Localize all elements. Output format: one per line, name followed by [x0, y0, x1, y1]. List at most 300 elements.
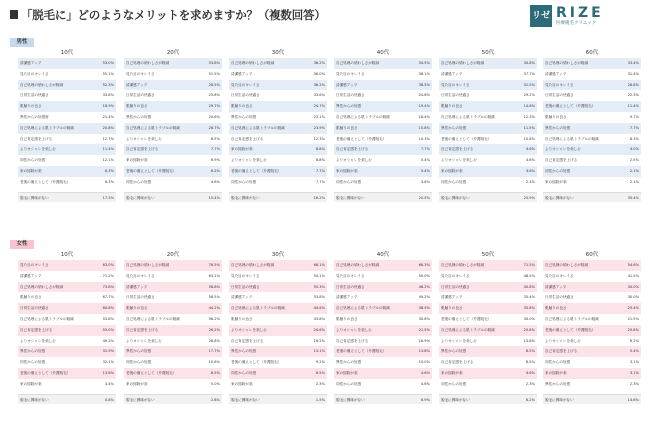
- table-row: [124, 379, 222, 390]
- table-row: [18, 368, 116, 379]
- row-label: 脱毛に興味がない: [441, 397, 470, 402]
- table-row: [334, 336, 432, 347]
- row-value: 11.5%: [523, 125, 535, 130]
- table-row: [334, 282, 432, 293]
- row-label: 老後の備えとして（介護脱毛）: [441, 316, 492, 321]
- row-value: 6.9%: [420, 397, 430, 402]
- table-row: [543, 134, 641, 145]
- row-label: 家の掃除が楽: [545, 370, 567, 375]
- table-row: [543, 357, 641, 368]
- row-label: 日常生活の快適さ: [336, 284, 365, 289]
- row-value: 11.4%: [102, 147, 114, 152]
- row-label: 自己肯定感を上げる: [545, 349, 578, 354]
- row-label: 見た目のキレイさ: [126, 71, 155, 76]
- row-label: 家の掃除が楽: [336, 370, 358, 375]
- table-row-no-interest: [439, 394, 537, 405]
- row-label: 見た目のキレイさ: [336, 273, 365, 278]
- row-value: 11.4%: [627, 104, 639, 109]
- row-label: 脱毛に興味がない: [231, 397, 260, 402]
- table-row: [334, 90, 432, 101]
- row-value: 19.4%: [418, 104, 430, 109]
- table-row: [439, 112, 537, 123]
- table-row: [439, 325, 537, 336]
- table-row: [439, 292, 537, 303]
- row-label: 自己処理による肌トラブルの軽減: [545, 136, 599, 141]
- row-label: 老後の備えとして（介護脱毛）: [545, 327, 596, 332]
- row-value: 58.8%: [208, 284, 220, 289]
- table-row: [439, 379, 537, 390]
- table-row: [124, 177, 222, 188]
- row-label: 自己処理による肌トラブルの軽減: [545, 316, 599, 321]
- row-label: 日常生活の快適さ: [441, 284, 470, 289]
- table-row: [18, 336, 116, 347]
- row-label: 自己処理の煩わしさが軽減: [441, 61, 485, 65]
- row-label: 清潔感アップ: [231, 71, 253, 76]
- age-column-header: 20代: [166, 252, 180, 258]
- row-value: 8.8%: [315, 147, 325, 152]
- table-row: [124, 282, 222, 293]
- row-value: 8.3%: [629, 136, 639, 141]
- row-value: 15.4%: [208, 195, 220, 200]
- row-label: 自己肯定感を上げる: [231, 136, 264, 141]
- row-label: 同性からの好感: [441, 179, 467, 184]
- table-row: [334, 368, 432, 379]
- row-label: 自己処理の煩わしさが軽減: [441, 263, 485, 267]
- row-value: 15.8%: [418, 125, 430, 130]
- row-label: 自己処理による肌トラブルの軽減: [336, 306, 390, 311]
- title-square-icon: [10, 10, 18, 19]
- row-label: 家の掃除が楽: [441, 370, 463, 375]
- row-label: 日常生活の快適さ: [545, 93, 574, 98]
- table-row: [124, 368, 222, 379]
- table-row: [229, 80, 327, 91]
- row-value: 56.2%: [208, 316, 220, 321]
- row-value: 36.2%: [313, 82, 325, 87]
- age-column-header: 40代: [376, 252, 390, 258]
- age-column: [18, 250, 116, 404]
- table-row: [543, 69, 641, 80]
- row-value: 2.3%: [315, 381, 325, 386]
- row-label: 自己肯定感を上げる: [441, 360, 474, 365]
- row-label: 同性からの好感: [126, 179, 152, 184]
- table-row: [334, 112, 432, 123]
- row-value: 13.8%: [418, 349, 430, 354]
- row-label: 同性からの好感: [20, 360, 46, 365]
- row-value: 4.6%: [525, 158, 535, 163]
- table-row: [229, 292, 327, 303]
- row-value: 66.1%: [313, 263, 325, 267]
- table-row: [229, 155, 327, 166]
- age-column: [334, 250, 432, 404]
- row-value: 48.5%: [523, 273, 535, 278]
- row-value: 2.3%: [629, 381, 639, 386]
- logo-mark: リゼ: [530, 5, 552, 27]
- row-value: 2.3%: [525, 179, 535, 184]
- row-value: 31.4%: [627, 71, 639, 76]
- table-row: [18, 166, 116, 177]
- row-label: 異性からの好感: [126, 349, 152, 354]
- age-column-header: 30代: [271, 50, 285, 56]
- row-value: 7.7%: [629, 125, 639, 130]
- row-value: 12.3%: [523, 114, 535, 119]
- row-value: 34.5%: [418, 61, 430, 65]
- table-row: [229, 282, 327, 293]
- table-row: [334, 155, 432, 166]
- row-value: 8.5%: [210, 136, 220, 141]
- table-row: [439, 123, 537, 134]
- row-label: よりオシャレを楽しむ: [545, 338, 581, 343]
- row-value: 35.4%: [627, 195, 639, 200]
- row-value: 8.3%: [104, 168, 114, 173]
- row-value: 30.0%: [627, 295, 639, 300]
- row-value: 44.2%: [208, 306, 220, 311]
- table-row: [18, 58, 116, 69]
- row-label: 自己処理による肌トラブルの軽減: [231, 306, 285, 311]
- row-value: 8.8%: [315, 158, 325, 163]
- row-label: 肌触りの良さ: [20, 295, 42, 300]
- table-row: [543, 80, 641, 91]
- table-row: [543, 260, 641, 271]
- row-value: 51.5%: [208, 71, 220, 76]
- row-label: 脱毛に興味がない: [126, 195, 155, 200]
- table-row: [229, 379, 327, 390]
- table-row: [124, 155, 222, 166]
- row-label: 家の掃除が楽: [545, 179, 567, 184]
- row-label: 自己肯定感を上げる: [231, 338, 264, 343]
- row-label: 肌触りの良さ: [441, 104, 463, 109]
- table-row: [229, 112, 327, 123]
- row-label: 日常生活の快適さ: [126, 295, 155, 300]
- table-row: [229, 303, 327, 314]
- row-label: 見た目のキレイさ: [231, 273, 260, 278]
- row-label: 自己処理の煩わしさが軽減: [545, 61, 589, 65]
- row-label: 自己肯定感を上げる: [20, 136, 53, 141]
- age-column: [543, 250, 641, 404]
- age-column-header: 10代: [60, 50, 74, 56]
- table-row: [124, 101, 222, 112]
- row-value: 36.2%: [313, 61, 325, 65]
- table-row: [543, 271, 641, 282]
- table-row: [18, 346, 116, 357]
- table-row: [229, 90, 327, 101]
- row-value: 40.8%: [523, 284, 535, 289]
- age-column-header: 60代: [585, 252, 599, 258]
- row-value: 16.2%: [313, 195, 325, 200]
- table-row: [229, 123, 327, 134]
- row-value: 12.1%: [102, 158, 114, 163]
- row-label: 自己処理による肌トラブルの軽減: [441, 114, 495, 119]
- table-row: [18, 325, 116, 336]
- row-label: 同性からの好感: [231, 179, 257, 184]
- table-row: [439, 80, 537, 91]
- row-value: 54.6%: [627, 263, 639, 267]
- row-label: 自己処理の煩わしさが軽減: [336, 61, 380, 65]
- table-row: [439, 69, 537, 80]
- row-label: 家の掃除が楽: [441, 168, 463, 173]
- row-label: 肌触りの良さ: [545, 114, 567, 119]
- table-row: [439, 357, 537, 368]
- row-label: 自己処理による肌トラブルの軽減: [441, 327, 495, 332]
- row-value: 31.5%: [523, 82, 535, 87]
- row-value: 54.1%: [313, 273, 325, 278]
- age-column: [18, 48, 116, 202]
- row-label: 家の掃除が楽: [126, 158, 148, 163]
- table-row: [229, 69, 327, 80]
- table-row: [124, 80, 222, 91]
- row-label: 家の掃除が楽: [231, 147, 253, 152]
- table-row-no-interest: [18, 192, 116, 203]
- row-label: 自己肯定感を上げる: [336, 147, 369, 152]
- table-row: [543, 166, 641, 177]
- table-row: [124, 58, 222, 69]
- row-value: 30.8%: [523, 61, 535, 65]
- table-row: [439, 282, 537, 293]
- row-label: 異性からの好感: [336, 104, 362, 109]
- table-row: [543, 325, 641, 336]
- page-title: 「脱毛に」どのようなメリットを求めますか？（複数回答）: [21, 8, 326, 22]
- row-label: 老後の備えとして（介護脱毛）: [441, 136, 492, 141]
- row-label: 自己肯定感を上げる: [545, 158, 578, 163]
- row-value: 29.2%: [523, 93, 535, 98]
- table-row: [124, 314, 222, 325]
- table-row: [334, 101, 432, 112]
- row-value: 13.8%: [523, 338, 535, 343]
- row-label: 老後の備えとして（介護脱毛）: [231, 168, 282, 173]
- age-column-header: 30代: [271, 252, 285, 258]
- row-value: 2.5%: [629, 158, 639, 163]
- table-row: [18, 292, 116, 303]
- row-label: 清潔感アップ: [20, 273, 42, 278]
- row-label: よりオシャレを楽しむ: [336, 327, 372, 332]
- row-value: 46.2%: [418, 284, 430, 289]
- row-value: 14.6%: [523, 104, 535, 109]
- table-row: [124, 292, 222, 303]
- brand-logo: [530, 4, 640, 28]
- table-row: [124, 346, 222, 357]
- table-row: [334, 271, 432, 282]
- row-label: 自己処理による肌トラブルの軽減: [231, 125, 285, 130]
- table-row-no-interest: [229, 192, 327, 203]
- row-label: 日常生活の快適さ: [20, 306, 49, 311]
- table-row: [543, 155, 641, 166]
- table-row-no-interest: [334, 394, 432, 405]
- age-column: [439, 48, 537, 202]
- row-value: 21.4%: [102, 114, 114, 119]
- row-value: 37.7%: [523, 71, 535, 76]
- table-row: [439, 101, 537, 112]
- row-label: 同性からの好感: [336, 381, 362, 386]
- row-value: 9.2%: [315, 360, 325, 365]
- age-column: [124, 48, 222, 202]
- table-row: [543, 292, 641, 303]
- row-value: 7.7%: [315, 168, 325, 173]
- row-label: 脱毛に興味がない: [231, 195, 260, 200]
- row-label: 異性からの好感: [126, 114, 152, 119]
- row-label: 同性からの好感: [545, 168, 571, 173]
- row-value: 63.0%: [102, 263, 114, 267]
- table-row: [18, 144, 116, 155]
- row-value: 60.8%: [102, 306, 114, 311]
- row-value: 36.1%: [418, 71, 430, 76]
- row-label: 清潔感アップ: [441, 295, 463, 300]
- row-label: 同性からの好感: [336, 179, 362, 184]
- row-label: 日常生活の快適さ: [545, 295, 574, 300]
- row-label: 肌触りの良さ: [231, 316, 253, 321]
- table-row: [124, 123, 222, 134]
- row-label: 清潔感アップ: [545, 284, 567, 289]
- row-value: 17.7%: [208, 349, 220, 354]
- table-row: [18, 155, 116, 166]
- section-badge-male: 男性: [10, 38, 34, 47]
- table-row: [543, 314, 641, 325]
- row-value: 18.9%: [102, 104, 114, 109]
- row-label: 見た目のキレイさ: [20, 71, 49, 76]
- row-label: 同性からの好感: [545, 360, 571, 365]
- row-value: 8.5%: [525, 360, 535, 365]
- row-label: 脱毛に興味がない: [20, 397, 49, 402]
- age-column: [543, 48, 641, 202]
- table-row: [18, 271, 116, 282]
- table-row-no-interest: [229, 394, 327, 405]
- table-row: [543, 282, 641, 293]
- table-row: [124, 271, 222, 282]
- table-row: [543, 123, 641, 134]
- row-label: 清潔感アップ: [126, 284, 148, 289]
- row-value: 63.1%: [208, 273, 220, 278]
- section-male: [10, 38, 640, 224]
- row-value: 53.8%: [102, 316, 114, 321]
- row-label: 老後の備えとして（介護脱毛）: [126, 168, 177, 173]
- row-value: 53.8%: [208, 61, 220, 65]
- table-row: [229, 260, 327, 271]
- row-value: 5.4%: [420, 158, 430, 163]
- row-value: 20.8%: [627, 327, 639, 332]
- table-row: [229, 271, 327, 282]
- table-row: [334, 134, 432, 145]
- row-label: 見た目のキレイさ: [126, 273, 155, 278]
- row-value: 25.8%: [208, 93, 220, 98]
- row-value: 67.7%: [102, 295, 114, 300]
- table-row: [543, 177, 641, 188]
- row-label: 清潔感アップ: [441, 71, 463, 76]
- age-column: [124, 250, 222, 404]
- row-value: 55.0%: [102, 327, 114, 332]
- table-row: [18, 379, 116, 390]
- table-row: [439, 134, 537, 145]
- age-column-header: 20代: [166, 50, 180, 56]
- table-row: [18, 303, 116, 314]
- row-value: 3.1%: [629, 360, 639, 365]
- row-label: よりオシャレを楽しむ: [336, 158, 372, 163]
- table-row: [18, 90, 116, 101]
- row-value: 66.3%: [418, 263, 430, 267]
- table-row: [229, 144, 327, 155]
- table-row: [229, 101, 327, 112]
- row-value: 5.4%: [420, 168, 430, 173]
- row-label: 同性からの好感: [20, 158, 46, 163]
- row-value: 20.6%: [208, 114, 220, 119]
- row-label: 家の掃除が楽: [20, 168, 42, 173]
- row-value: 2.3%: [525, 381, 535, 386]
- row-value: 53.8%: [313, 295, 325, 300]
- row-label: 異性からの好感: [231, 349, 257, 354]
- row-label: 家の掃除が楽: [20, 381, 42, 386]
- row-label: よりオシャレを楽しむ: [20, 338, 56, 343]
- row-label: 同性からの好感: [231, 370, 257, 375]
- row-label: 自己処理の煩わしさが軽減: [231, 263, 275, 267]
- row-label: 日常生活の快適さ: [441, 93, 470, 98]
- row-value: 76.5%: [208, 263, 220, 267]
- row-label: 家の掃除が楽: [231, 381, 253, 386]
- row-value: 4.6%: [210, 179, 220, 184]
- row-label: 脱毛に興味がない: [545, 195, 574, 200]
- row-value: 28.8%: [627, 82, 639, 87]
- row-label: 肌触りの良さ: [441, 306, 463, 311]
- table-row: [124, 144, 222, 155]
- row-label: 同性からの好感: [126, 360, 152, 365]
- row-label: 日常生活の快適さ: [126, 93, 155, 98]
- row-value: 73.8%: [102, 284, 114, 289]
- row-label: 自己処理による肌トラブルの軽減: [126, 316, 180, 321]
- table-row: [229, 134, 327, 145]
- row-label: 老後の備えとして（介護脱毛）: [20, 370, 71, 375]
- table-row: [18, 357, 116, 368]
- table-row: [439, 368, 537, 379]
- row-label: 脱毛に興味がない: [20, 195, 49, 200]
- row-label: 自己処理の煩わしさが軽減: [20, 284, 64, 289]
- row-value: 25.9%: [523, 195, 535, 200]
- row-label: 自己処理の煩わしさが軽減: [20, 82, 64, 87]
- row-value: 24.6%: [418, 93, 430, 98]
- row-label: 老後の備えとして（介護脱毛）: [126, 370, 177, 375]
- row-label: 清潔感アップ: [231, 295, 253, 300]
- row-label: 見た目のキレイさ: [545, 82, 574, 87]
- table-row: [124, 325, 222, 336]
- table-row: [439, 155, 537, 166]
- row-label: 自己肯定感を上げる: [126, 327, 159, 332]
- row-value: 33.6%: [313, 93, 325, 98]
- table-row: [439, 271, 537, 282]
- row-value: 1.5%: [315, 397, 325, 402]
- row-label: 清潔感アップ: [336, 295, 358, 300]
- row-value: 24.6%: [313, 327, 325, 332]
- row-value: 14.6%: [627, 397, 639, 402]
- table-row: [124, 69, 222, 80]
- table-row: [18, 69, 116, 80]
- table-row: [229, 368, 327, 379]
- row-value: 10.0%: [418, 360, 430, 365]
- table-row: [124, 90, 222, 101]
- row-label: 清潔感アップ: [126, 82, 148, 87]
- row-label: 肌触りの良さ: [231, 104, 253, 109]
- row-value: 2.8%: [210, 397, 220, 402]
- table-row: [334, 325, 432, 336]
- row-value: 8.5%: [315, 370, 325, 375]
- row-value: 28.5%: [208, 82, 220, 87]
- table-row: [124, 260, 222, 271]
- table-row: [439, 166, 537, 177]
- row-label: 異性からの好感: [441, 349, 467, 354]
- row-label: 自己処理による肌トラブルの軽減: [20, 125, 74, 130]
- row-value: 3.1%: [629, 370, 639, 375]
- table-row: [334, 80, 432, 91]
- row-label: 自己肯定感を上げる: [441, 147, 474, 152]
- table-row: [229, 357, 327, 368]
- row-value: 49.2%: [418, 295, 430, 300]
- row-value: 9.7%: [629, 114, 639, 119]
- row-value: 36.0%: [313, 71, 325, 76]
- table-row: [229, 346, 327, 357]
